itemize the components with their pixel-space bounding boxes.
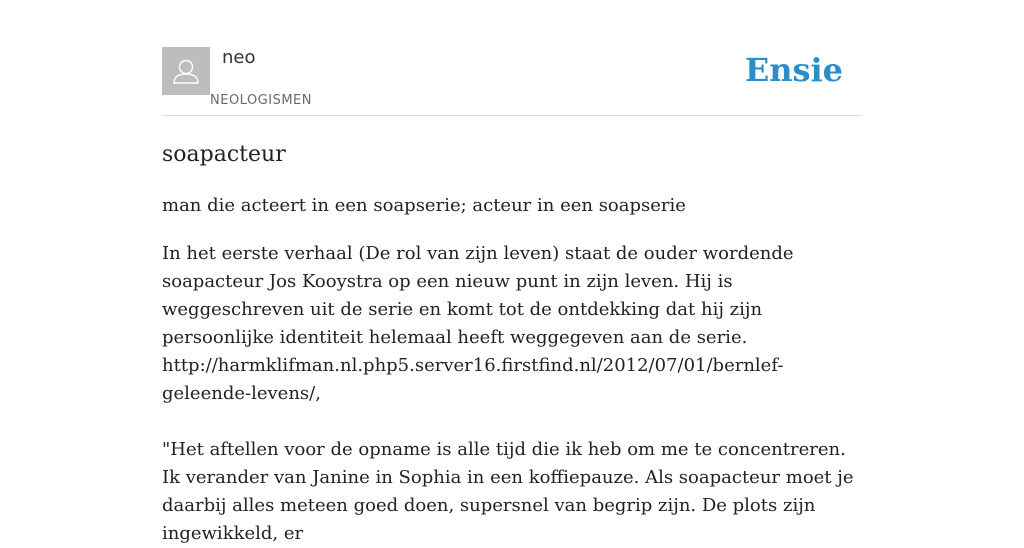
page [162,0,862,548]
username-link[interactable]: neo [222,47,256,68]
user-silhouette-icon [162,47,210,95]
entry-definition: man die acteert in een soapserie; acteur in een soapserie [162,195,686,216]
entry-example: In het eerste verhaal (De rol van zijn leven) staat de ouder wordende soapacteur Jos Kooystra op een nieuw punt in zijn leven. Hij is weggeschreven uit de serie en komt tot de ontdekking dat hij zijn persoonlijke identiteit helemaal heeft weggegeven aan de serie. http://harmklifman.nl.php5.server16.firstfind.nl/2012/07/01/bernlef-geleende-levens/, "Het aftellen voor de opname is alle tijd die ik heb om me te concentreren. Ik verander van Janine in Sophia in een koffiepauze. Als soapacteur moet je daarbij alles meteen goed doen, supersnel van begrip zijn. De plots zijn ingewikkeld, er [162,243,854,544]
category-link[interactable]: NEOLOGISMEN [210,93,312,108]
site-logo[interactable]: Ensie [744,51,843,89]
entry-header [162,46,862,116]
entry-title: soapacteur [162,142,286,167]
avatar[interactable] [162,47,210,95]
